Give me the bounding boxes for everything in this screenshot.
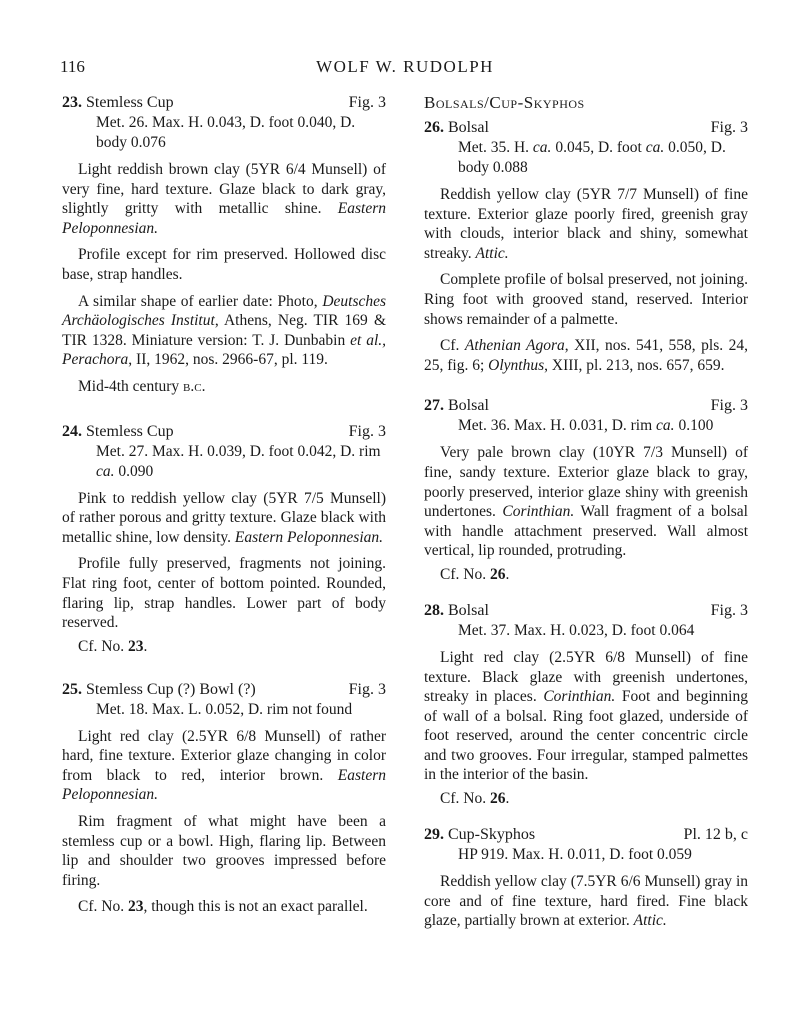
entry-title: Bolsal — [448, 397, 489, 415]
entry-title: Bolsal — [448, 119, 489, 136]
entry-measurements: HP 919. Max. H. 0.011, D. foot 0.059 — [458, 846, 692, 864]
entry-comparanda: A similar shape of earlier date: Photo, Deutsches Archäologisches Institut, Athens, Neg. TIR 169 & TIR 1328. Miniature version: T. J. Dunbabin et al., Perachora, II, 1962, nos. 2966-67, pl. 119. — [62, 292, 387, 369]
entry-crossref: Cf. No. 26. — [440, 565, 510, 583]
entry-description: Reddish yellow clay (7.5YR 6/6 Munsell) gray in core and of fine texture, hard fired. Fine black glaze, partially brown at exterior. Attic. — [424, 873, 748, 930]
entry-heading — [424, 117, 748, 138]
entry-heading — [62, 421, 386, 442]
entry-description: Light red clay (2.5YR 6/8 Munsell) of rather hard, fine texture. Exterior glaze changing in color from black to red, interior brown. Eastern Peloponnesian. — [62, 727, 386, 804]
entry-title: Bolsal — [448, 601, 489, 619]
entry-number: 26. — [424, 119, 444, 136]
running-head: WOLF W. RUDOLPH — [316, 57, 494, 76]
entry-title: Stemless Cup — [86, 94, 174, 111]
entry-description: Light reddish brown clay (5YR 6/4 Munsell) of very fine, hard texture. Glaze black to dark gray, slightly gritty with metallic shine. Eastern Peloponnesian. — [62, 161, 386, 237]
entry-crossref: Cf. No. 23. — [78, 637, 148, 655]
entry-measurements: Met. 37. Max. H. 0.023, D. foot 0.064 — [458, 621, 695, 639]
entry-heading — [62, 679, 386, 700]
entry-measurements: Met. 26. Max. H. 0.043, D. foot 0.040, D. body 0.076 — [96, 114, 356, 151]
entry-number: 29. — [424, 826, 444, 844]
catalog-entry-27 — [424, 395, 748, 585]
catalog-entry-29 — [424, 824, 748, 931]
entry-description: Reddish yellow clay (5YR 7/7 Munsell) of fine texture. Exterior glaze poorly fired, greenish gray with clouds, interior black and shiny, somewhat streaky. Attic. — [424, 186, 748, 262]
right-column — [424, 92, 748, 946]
entry-title: Stemless Cup — [86, 422, 174, 440]
entry-profile: Complete profile of bolsal preserved, not joining. Ring foot with grooved stand, reserved. Interior shows remainder of a palmette. — [424, 271, 748, 328]
entry-heading — [424, 600, 748, 621]
entry-number: 23. — [62, 94, 82, 111]
entry-measurements: Met. 27. Max. H. 0.039, D. foot 0.042, D. rim ca. 0.090 — [96, 442, 381, 480]
left-column — [62, 92, 386, 932]
entry-number: 27. — [424, 397, 444, 415]
page-number: 116 — [60, 57, 85, 76]
catalog-entry-23 — [62, 92, 386, 397]
entry-description: Pink to reddish yellow clay (5YR 7/5 Munsell) of rather porous and gritty texture. Glaze black with metallic shine, low density. Eastern Peloponnesian. — [62, 489, 386, 546]
entry-title: Stemless Cup (?) Bowl (?) — [86, 680, 256, 698]
figure-ref: Fig. 3 — [710, 601, 748, 619]
entry-measurements: Met. 36. Max. H. 0.031, D. rim ca. 0.100 — [458, 417, 714, 435]
figure-ref: Fig. 3 — [710, 119, 748, 136]
entry-title: Cup-Skyphos — [448, 826, 536, 844]
figure-ref: Fig. 3 — [710, 397, 748, 415]
figure-ref: Fig. 3 — [348, 94, 386, 111]
page-header — [60, 57, 750, 81]
entry-date: Mid-4th century b.c. — [78, 377, 206, 395]
catalog-entry-24 — [62, 421, 386, 657]
entry-heading — [424, 395, 748, 416]
catalog-entry-26 — [424, 117, 748, 375]
entry-description: Light red clay (2.5YR 6/8 Munsell) of fine texture. Black glaze with greenish undertones, streaky in places. Corinthian. Foot and beginning of wall of a bolsal. Ring foot glazed, underside of foot reserved, around the center concentric circle and two grooves. Four irregular, stamped palmettes in the interior of the basin. — [424, 648, 748, 784]
catalog-entry-28 — [424, 600, 748, 809]
plate-ref: Pl. 12 b, c — [683, 826, 748, 844]
entry-heading — [62, 92, 386, 113]
entry-number: 24. — [62, 422, 82, 440]
entry-number: 28. — [424, 601, 444, 619]
entry-measurements: Met. 35. H. ca. 0.045, D. foot ca. 0.050, D. body 0.088 — [458, 139, 726, 176]
entry-profile: Profile except for rim preserved. Hollowed disc base, strap handles. — [62, 246, 386, 283]
entry-heading — [424, 824, 748, 845]
entry-profile: Rim fragment of what might have been a stemless cup or a bowl. High, flaring lip. Between lip and shoulder two grooves impressed before firing. — [62, 813, 386, 889]
figure-ref: Fig. 3 — [348, 680, 386, 698]
entry-measurements: Met. 18. Max. L. 0.052, D. rim not found — [96, 700, 353, 718]
entry-crossref: Cf. No. 26. — [440, 790, 510, 808]
entry-profile: Profile fully preserved, fragments not joining. Flat ring foot, center of bottom pointed. Rounded, flaring lip, strap handles. Lower part of body reserved. — [62, 555, 386, 632]
catalog-entry-25 — [62, 679, 386, 917]
entry-description: Very pale brown clay (10YR 7/3 Munsell) of fine, sandy texture. Exterior glaze black to gray, poorly preserved, interior glaze shiny with greenish undertones. Corinthian. Wall fragment of a bolsal with handle attachment preserved. Wall almost vertical, lip rounded, protruding. — [424, 444, 748, 560]
entry-crossref: Cf. No. 23, though this is not an exact parallel. — [78, 898, 368, 916]
entry-comparanda: Cf. Athenian Agora, XII, nos. 541, 558, pls. 24, 25, fig. 6; Olynthus, XIII, pl. 213, nos. 657, 659. — [424, 337, 749, 374]
section-title: Bolsals/Cup-Skyphos — [424, 93, 585, 112]
figure-ref: Fig. 3 — [348, 422, 386, 440]
entry-number: 25. — [62, 680, 82, 698]
